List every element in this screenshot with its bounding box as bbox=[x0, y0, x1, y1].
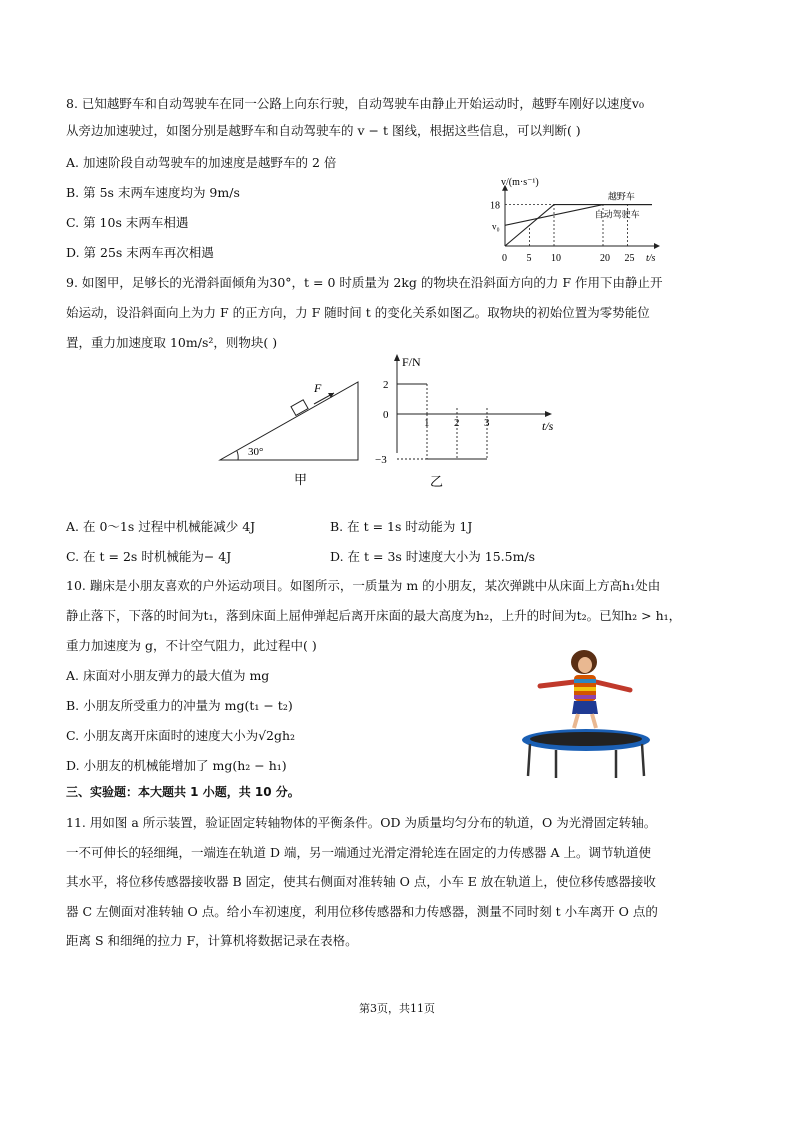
x-tick-label: 5 bbox=[526, 253, 532, 264]
force-label: F bbox=[314, 381, 322, 395]
y-tick-label: v₀ bbox=[492, 221, 500, 232]
x-axis-arrow bbox=[545, 411, 552, 417]
q10-option-b: B. 小朋友所受重力的冲量为 mg(t₁ − t₂) bbox=[66, 698, 293, 713]
q9-option-d: D. 在 t = 3s 时速度大小为 15.5m/s bbox=[330, 549, 536, 564]
figure-caption-jia: 甲 bbox=[294, 472, 308, 487]
x-tick-label: 20 bbox=[600, 253, 610, 264]
y-axis-label: F/N bbox=[402, 355, 421, 369]
trampoline-leg bbox=[528, 744, 530, 776]
series-label-offroad: 越野车 bbox=[607, 191, 635, 202]
q10-stem-line3: 重力加速度为 g，不计空气阻力，此过程中( ) bbox=[66, 638, 317, 653]
q8-vt-chart bbox=[462, 140, 662, 268]
q10-stem-line1: 10. 蹦床是小朋友喜欢的户外运动项目。如图所示，一质量为 m 的小朋友，某次弹跳中从床面上方高h₁处由 bbox=[66, 578, 661, 593]
q9-option-c: C. 在 t = 2s 时机械能为− 4J bbox=[66, 549, 232, 564]
q10-option-c: C. 小朋友离开床面时的速度大小为√2gh₂ bbox=[66, 728, 296, 743]
block bbox=[291, 400, 308, 416]
q9-stem-line3: 置，重力加速度取 10m/s²，则物块( ) bbox=[66, 335, 278, 350]
q10-option-d: D. 小朋友的机械能增加了 mg(h₂ − h₁) bbox=[66, 758, 287, 773]
q9-stem-line1: 9. 如图甲，足够长的光滑斜面倾角为30°，t = 0 时质量为 2kg 的物块在沿斜面方向的力 F 作用下由静止开 bbox=[66, 275, 663, 290]
x-axis-arrow bbox=[654, 243, 660, 249]
section-heading: 三、实验题：本大题共 1 小题，共 10 分。 bbox=[66, 785, 300, 799]
q9-option-b: B. 在 t = 1s 时动能为 1J bbox=[330, 519, 473, 534]
x-axis-label: t/s bbox=[646, 253, 656, 264]
q11-line3: 其水平，将位移传感器接收器 B 固定，使其右侧面对准转轴 O 点，小车 E 放在轨道上，使位移传感器接收 bbox=[66, 874, 656, 889]
q11-line5: 距离 S 和细绳的拉力 F，计算机将数据记录在表格。 bbox=[66, 933, 358, 948]
figure-caption-yi: 乙 bbox=[430, 474, 444, 489]
trampoline-mat bbox=[530, 732, 642, 746]
q11-line2: 一不可伸长的轻细绳，一端连在轨道 D 端，另一端通过光滑定滑轮连在固定的力传感器 A 上。调节轨道使 bbox=[66, 845, 651, 860]
q8-option-b: B. 第 5s 末两车速度均为 9m/s bbox=[66, 185, 240, 200]
x-tick-label: 10 bbox=[551, 253, 561, 264]
y-tick-label: 2 bbox=[383, 379, 389, 391]
x-axis-label: t/s bbox=[542, 419, 554, 433]
q8-option-c: C. 第 10s 末两车相遇 bbox=[66, 215, 189, 230]
child-leg-right bbox=[592, 714, 596, 728]
page-footer: 第3页，共11页 bbox=[359, 1002, 435, 1015]
q8-stem-line1: 8. 已知越野车和自动驾驶车在同一公路上向东行驶，自动驾驶车由静止开始运动时，越野车刚好以速度v₀ bbox=[66, 96, 644, 111]
q11-line1: 11. 用如图 a 所示装置，验证固定转轴物体的平衡条件。OD 为质量均匀分布的轨道，O 为光滑固定转轴。 bbox=[66, 815, 657, 830]
y-axis-arrow bbox=[394, 354, 400, 361]
q11-line4: 器 C 左侧面对准转轴 O 点。给小车初速度，利用位移传感器和力传感器，测量不同时刻 t 小车离开 O 点的 bbox=[66, 904, 658, 919]
x-tick-label: 25 bbox=[624, 253, 635, 264]
y-tick-label: 0 bbox=[383, 409, 389, 421]
series-label-autonomous: 自动驾驶车 bbox=[594, 209, 640, 220]
child-leg-left bbox=[574, 714, 578, 728]
q9-stem-line2: 始运动，设沿斜面向上为力 F 的正方向，力 F 随时间 t 的变化关系如图乙。取物块的初始位置为零势能位 bbox=[66, 305, 650, 320]
y-tick-label: −3 bbox=[375, 454, 387, 466]
trampoline-illustration bbox=[516, 648, 656, 780]
child-face bbox=[578, 657, 592, 673]
x-tick-label: 2 bbox=[454, 417, 460, 429]
y-axis-label: v/(m·s⁻¹) bbox=[501, 176, 539, 188]
incline-triangle bbox=[220, 382, 358, 460]
q9-incline-figure bbox=[210, 360, 380, 490]
child-arm-left bbox=[540, 682, 574, 686]
child-shorts bbox=[572, 701, 598, 714]
q8-option-a: A. 加速阶段自动驾驶车的加速度是越野车的 2 倍 bbox=[66, 155, 337, 170]
angle-label: 30° bbox=[248, 446, 264, 458]
q9-option-a: A. 在 0～1s 过程中机械能减少 4J bbox=[66, 519, 256, 534]
y-tick-label: 18 bbox=[490, 200, 500, 212]
q10-option-a: A. 床面对小朋友弹力的最大值为 mg bbox=[66, 668, 270, 683]
child-arm-right bbox=[596, 682, 630, 690]
x-tick-label: 0 bbox=[502, 253, 507, 264]
q8-stem-line2: 从旁边加速驶过，如图分别是越野车和自动驾驶车的 v − t 图线，根据这些信息，可以判断( ) bbox=[66, 123, 581, 138]
q10-stem-line2: 静止落下，下落的时间为t₁，落到床面上屈伸弹起后离开床面的最大高度为h₂，上升的时间为t₂。已知h₂ > h₁， bbox=[66, 608, 682, 623]
x-tick-label: 1 bbox=[424, 417, 430, 429]
x-tick-label: 3 bbox=[484, 417, 490, 429]
q8-option-d: D. 第 25s 末两车再次相遇 bbox=[66, 245, 214, 260]
trampoline-leg bbox=[642, 744, 644, 776]
angle-arc bbox=[237, 451, 238, 460]
q9-ft-chart bbox=[362, 352, 554, 492]
